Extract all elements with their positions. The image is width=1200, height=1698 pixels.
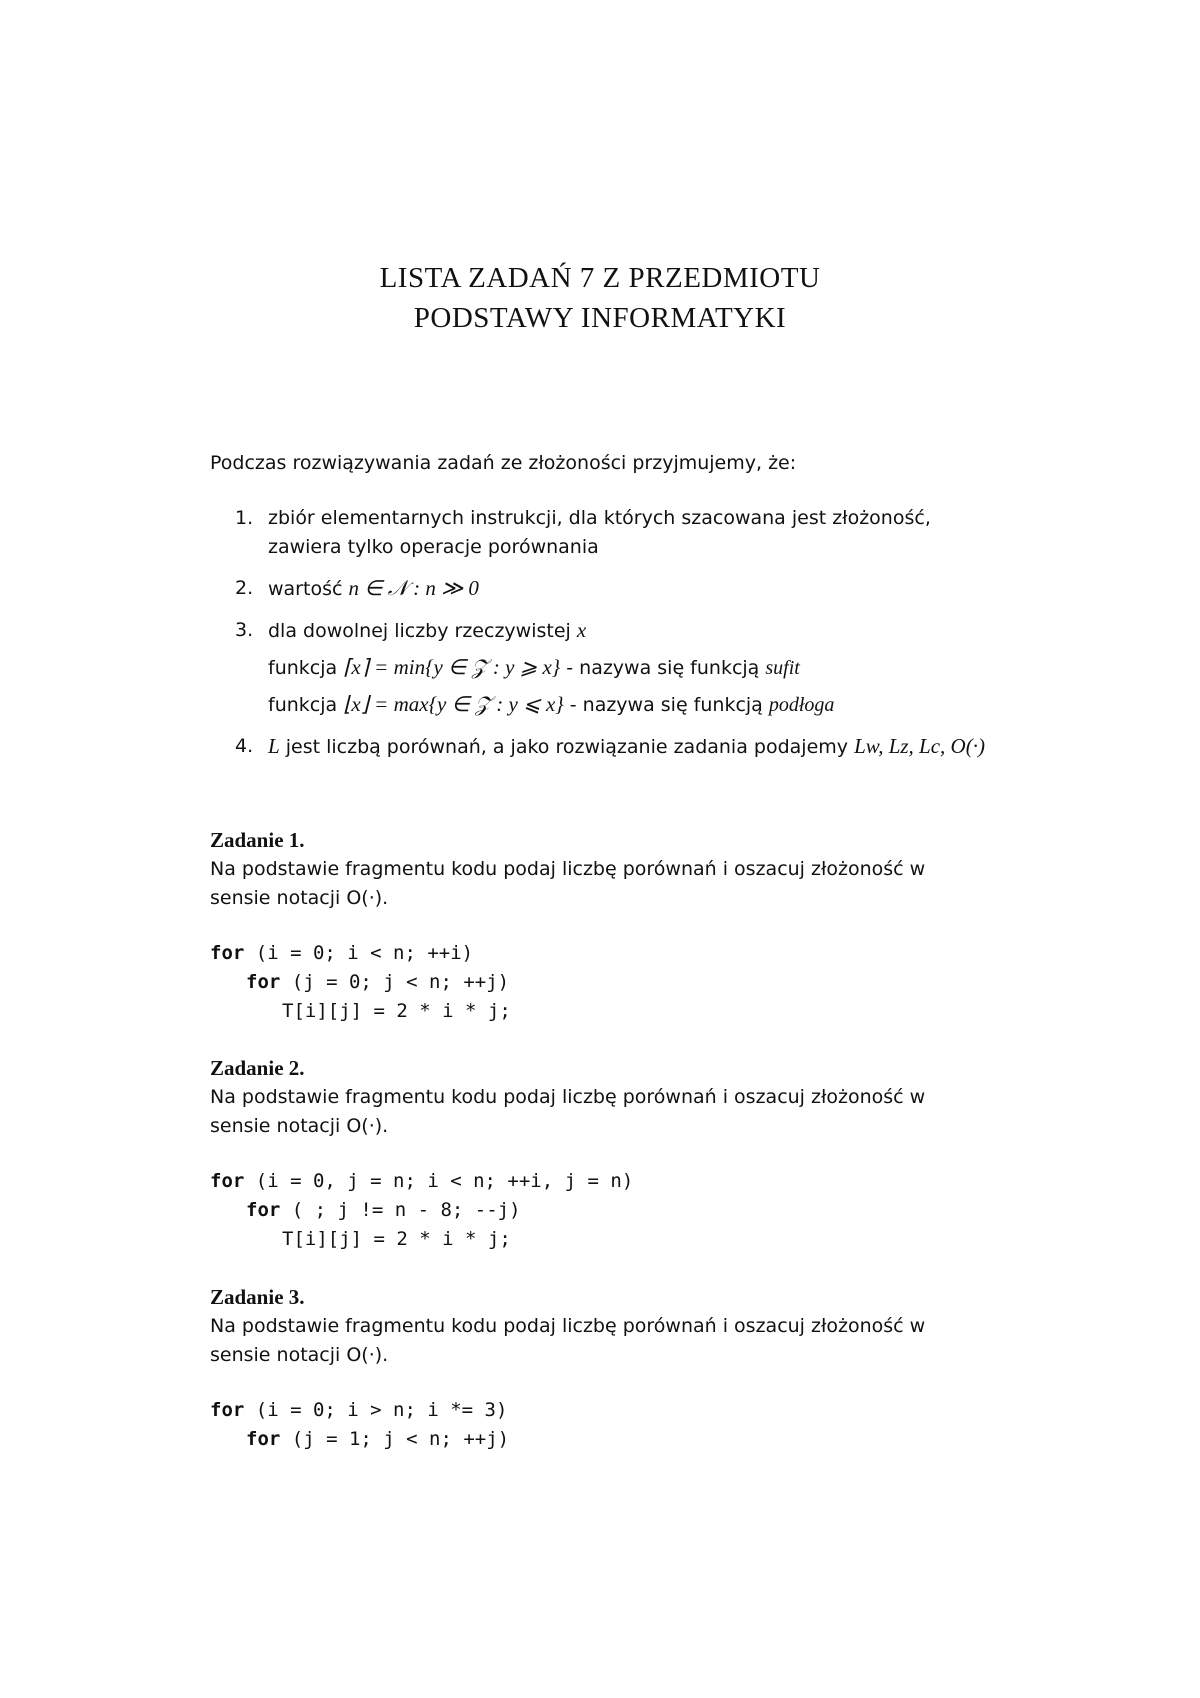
title-line-1: LISTA ZADAŃ 7 Z PRZEDMIOTU [379,262,821,294]
assumption-item-1 [210,504,1070,562]
code-text: (j = 0; j < n; ++j) [280,971,510,993]
task-description [210,1083,1070,1141]
ceil-prefix: funkcja [268,657,338,679]
assumption-line [268,732,1070,762]
code-line [210,1225,1070,1254]
code-keyword: for [210,942,245,964]
math-expression: n ∈ 𝒩 : n ≫ 0 [348,576,479,600]
task-heading: Zadanie 2. [210,1056,305,1080]
code-block [210,1167,1070,1254]
code-text: (i = 0; i > n; i *= 3) [244,1399,508,1421]
math-variable: x [576,618,587,642]
code-keyword: for [210,1399,245,1421]
code-text: (i = 0, j = n; i < n; ++i, j = n) [244,1170,634,1192]
task-1 [210,826,1070,1026]
item-number: 2. [235,577,254,599]
code-line [210,939,1070,968]
math-expression: Lw, Lz, Lc, O(·) [854,734,985,758]
ceil-name: sufit [765,657,800,679]
code-line [210,1167,1070,1196]
task-description [210,855,1070,913]
floor-mid: - nazywa się funkcją [569,694,763,716]
assumption-line [268,616,1070,646]
floor-definition [268,690,1070,720]
intro-text: Podczas rozwiązywania zadań ze złożoności przyjmujemy, że: [210,452,797,474]
assumption-text: jest liczbą porównań, a jako rozwiązanie zadania podajemy [285,736,849,758]
assumption-text-line-2: zawiera tylko operacje porównania [268,536,599,558]
code-line [210,1196,1070,1225]
code-keyword: for [210,1170,245,1192]
assumption-line [268,574,1070,604]
code-line [210,1396,1070,1425]
assumption-item-2 [210,574,1070,604]
code-text: T[i][j] = 2 * i * j; [282,1000,511,1022]
ceil-definition [268,653,1070,683]
code-block [210,1396,1070,1454]
item-number: 3. [235,619,254,641]
floor-prefix: funkcja [268,694,338,716]
assumption-text: dla dowolnej liczby rzeczywistej [268,620,571,642]
task-text-line-1: Na podstawie fragmentu kodu podaj liczbę porównań i oszacuj złożoność w [210,858,926,880]
task-description [210,1312,1070,1370]
code-block [210,939,1070,1026]
code-text: (j = 1; j < n; ++j) [280,1428,510,1450]
code-line [210,997,1070,1026]
task-heading: Zadanie 3. [210,1285,305,1309]
assumption-item-3 [210,616,1070,720]
code-keyword: for [246,971,281,993]
code-text: T[i][j] = 2 * i * j; [282,1228,511,1250]
code-keyword: for [246,1428,281,1450]
assumptions-list [210,504,1070,774]
code-line [210,968,1070,997]
ceil-mid: - nazywa się funkcją [566,657,760,679]
code-line [210,1425,1070,1454]
item-number: 4. [235,735,254,757]
task-text-line-2: sensie notacji O(·). [210,1115,389,1137]
math-variable: L [268,734,280,758]
document-title [0,258,1200,338]
task-2 [210,1054,1070,1254]
assumption-item-4 [210,732,1070,762]
task-text-line-2: sensie notacji O(·). [210,1344,389,1366]
code-text: ( ; j != n - 8; --j) [280,1199,521,1221]
task-text-line-1: Na podstawie fragmentu kodu podaj liczbę porównań i oszacuj złożoność w [210,1086,926,1108]
title-line-2: PODSTAWY INFORMATYKI [413,302,787,334]
code-text: (i = 0; i < n; ++i) [244,942,474,964]
item-number: 1. [235,507,254,529]
assumption-text: wartość [268,578,343,600]
assumption-text-line-1: zbiór elementarnych instrukcji, dla których szacowana jest złożoność, [268,507,931,529]
task-heading: Zadanie 1. [210,828,305,852]
ceil-formula: ⌈x⌉ = min{y ∈ 𝒵 : y ⩾ x} [343,655,561,679]
task-3 [210,1283,1070,1454]
code-keyword: for [246,1199,281,1221]
floor-name: podłoga [768,694,835,716]
task-text-line-1: Na podstawie fragmentu kodu podaj liczbę porównań i oszacuj złożoność w [210,1315,926,1337]
floor-formula: ⌊x⌋ = max{y ∈ 𝒵 : y ⩽ x} [343,692,564,716]
task-text-line-2: sensie notacji O(·). [210,887,389,909]
